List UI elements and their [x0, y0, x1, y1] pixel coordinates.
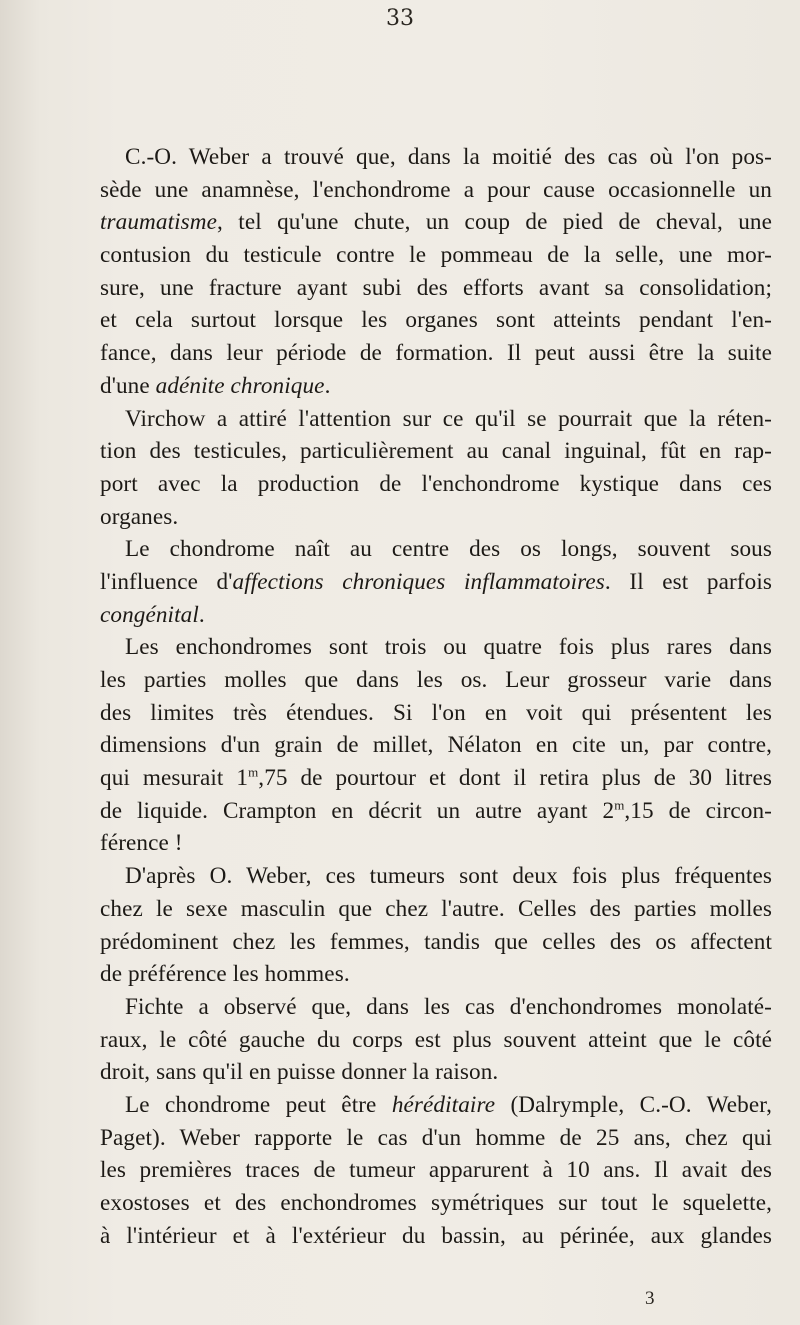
text-line: sure, une fracture ayant subi des efforts avant sa consolidation;: [100, 274, 772, 301]
text-line: Paget). Weber rapporte le cas d'un homme de 25 ans, chez qui: [100, 1124, 772, 1151]
text-line: férence !: [100, 830, 183, 857]
text-line: sède une anamnèse, l'enchondrome a pour cause occasionnelle un: [100, 176, 772, 203]
text-line: l'influence d'affections chroniques inflammatoires. Il est parfois: [100, 568, 772, 595]
text-line: de liquide. Crampton en décrit un autre ayant 2$^m$,15 de circon-: [100, 797, 772, 824]
text-line: fance, dans leur période de formation. Il peut aussi être la suite: [100, 340, 772, 367]
text-line: de préférence les hommes.: [100, 961, 350, 988]
text-line: Le chondrome peut être héréditaire (Dalrymple, C.-O. Weber,: [125, 1091, 772, 1118]
text-line: les premières traces de tumeur apparurent à 10 ans. Il avait des: [100, 1157, 772, 1184]
signature-mark: 3: [645, 1288, 655, 1309]
text-line: prédominent chez les femmes, tandis que celles des os affectent: [100, 928, 772, 955]
page-number: 33: [386, 6, 414, 31]
text-line: droit, sans qu'il en puisse donner la raison.: [100, 1059, 499, 1086]
text-line: traumatisme, tel qu'une chute, un coup de pied de cheval, une: [100, 209, 772, 236]
text-line: à l'intérieur et à l'extérieur du bassin, au périnée, aux glandes: [100, 1222, 772, 1249]
text-line: dimensions d'un grain de millet, Nélaton en cite un, par contre,: [100, 732, 772, 759]
text-line: contusion du testicule contre le pommeau de la selle, une mor-: [100, 242, 772, 269]
text-line: Le chondrome naît au centre des os longs, souvent sous: [125, 536, 772, 563]
body-text: [100, 141, 772, 1252]
text-line: d'une adénite chronique.: [100, 372, 331, 399]
text-line: D'après O. Weber, ces tumeurs sont deux fois plus fréquentes: [125, 863, 772, 890]
text-line: tion des testicules, particulièrement au canal inguinal, fût en rap-: [100, 438, 772, 465]
text-line: et cela surtout lorsque les organes sont atteints pendant l'en-: [100, 307, 772, 334]
text-line: port avec la production de l'enchondrome kystique dans ces: [100, 470, 772, 497]
text-line: chez le sexe masculin que chez l'autre. Celles des parties molles: [100, 895, 772, 922]
text-line: qui mesurait 1$^m$,75 de pourtour et dont il retira plus de 30 litres: [100, 764, 772, 792]
text-line: organes.: [100, 503, 179, 530]
text-line: les parties molles que dans les os. Leur grosseur varie dans: [100, 667, 772, 693]
text-line: C.-O. Weber a trouvé que, dans la moitié des cas où l'on pos-: [125, 144, 772, 170]
text-line: Les enchondromes sont trois ou quatre fois plus rares dans: [125, 634, 772, 661]
text-line: des limites très étendues. Si l'on en voit qui présentent les: [100, 699, 772, 726]
text-line: Virchow a attiré l'attention sur ce qu'il se pourrait que la réten-: [125, 405, 772, 432]
text-line: exostoses et des enchondromes symétriques sur tout le squelette,: [100, 1190, 772, 1216]
text-line: raux, le côté gauche du corps est plus souvent atteint que le côté: [100, 1026, 772, 1053]
text-line: Fichte a observé que, dans les cas d'enchondromes monolaté-: [125, 993, 772, 1020]
text-line: congénital.: [100, 601, 205, 628]
